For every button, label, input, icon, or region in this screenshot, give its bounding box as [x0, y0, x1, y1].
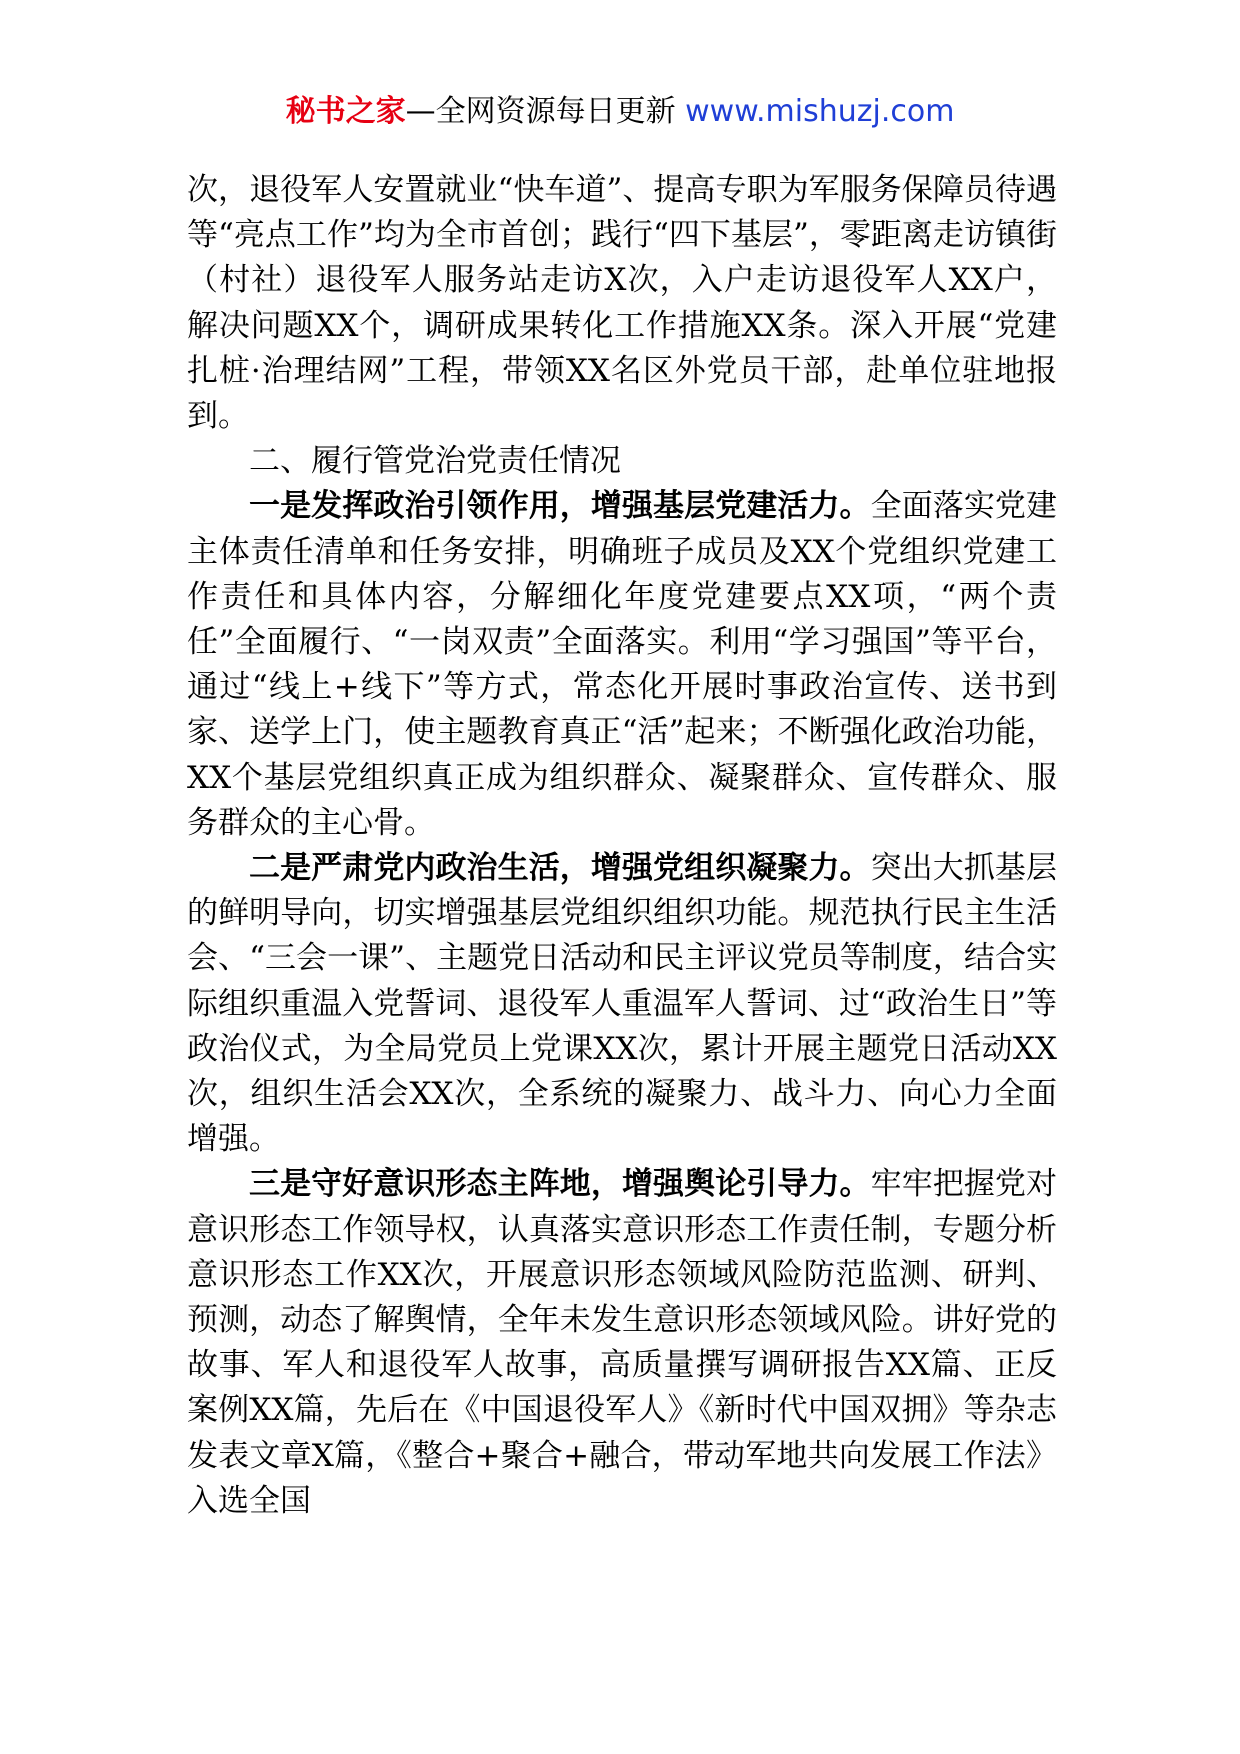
paragraph-text: 次，退役军人安置就业“快车道”、提高专职为军服务保障员待遇等“亮点工作”均为全市首创；践行“四下基层”，零距离走访镇街（村社）退役军人服务站走访X次，入户走访退役军人XX户，解决问题XX个，调研成果转化工作措施XX条。深入开展“党建扎桩·治理结网”工程，带领XX名区外党员干部，赴单位驻地报到。 — [187, 172, 1057, 435]
header-tagline: —全网资源每日更新 — [405, 94, 686, 129]
paragraph-lead: 三是守好意识形态主阵地，增强舆论引导力。 — [249, 1166, 871, 1203]
paragraph-lead: 一是发挥政治引领作用，增强基层党建活力。 — [249, 488, 871, 525]
section-heading — [187, 439, 1057, 484]
paragraph-lead: 二是严肃党内政治生活，增强党组织凝聚力。 — [249, 850, 871, 887]
site-header — [0, 92, 1240, 132]
paragraph-political-leadership — [187, 484, 1057, 846]
site-url-link[interactable]: www.mishuzj.com — [685, 94, 955, 129]
section-heading-text: 二、履行管党治党责任情况 — [249, 443, 621, 480]
paragraph-party-life — [187, 846, 1057, 1162]
paragraph-ideology — [187, 1162, 1057, 1524]
paragraph-text: 牢牢把握党对意识形态工作领导权，认真落实意识形态工作责任制，专题分析意识形态工作XX次，开展意识形态领域风险防范监测、研判、预测，动态了解舆情，全年未发生意识形态领域风险。讲好党的故事、军人和退役军人故事，高质量撰写调研报告XX篇、正反案例XX篇，先后在《中国退役军人》《新时代中国双拥》等杂志发表文章X篇，《整合+聚合+融合，带动军地共向发展工作法》入选全国 — [187, 1166, 1058, 1519]
document-body — [187, 168, 1057, 1524]
paragraph-continuation — [187, 168, 1057, 439]
brand-name: 秘书之家 — [285, 94, 406, 129]
paragraph-text: 全面落实党建主体责任清单和任务安排，明确班子成员及XX个党组织党建工作责任和具体内容，分解细化年度党建要点XX项，“两个责任”全面履行、“一岗双责”全面落实。利用“学习强国”等平台，通过“线上+线下”等方式，常态化开展时事政治宣传、送书到家、送学上门，使主题教育真正“活”起来；不断强化政治功能，XX个基层党组织真正成为组织群众、凝聚群众、宣传群众、服务群众的主心骨。 — [187, 488, 1058, 841]
paragraph-text: 突出大抓基层的鲜明导向，切实增强基层党组织组织功能。规范执行民主生活会、“三会一课”、主题党日活动和民主评议党员等制度，结合实际组织重温入党誓词、退役军人重温军人誓词、过“政治生日”等政治仪式，为全局党员上党课XX次，累计开展主题党日活动XX次，组织生活会XX次，全系统的凝聚力、战斗力、向心力全面增强。 — [187, 850, 1058, 1158]
